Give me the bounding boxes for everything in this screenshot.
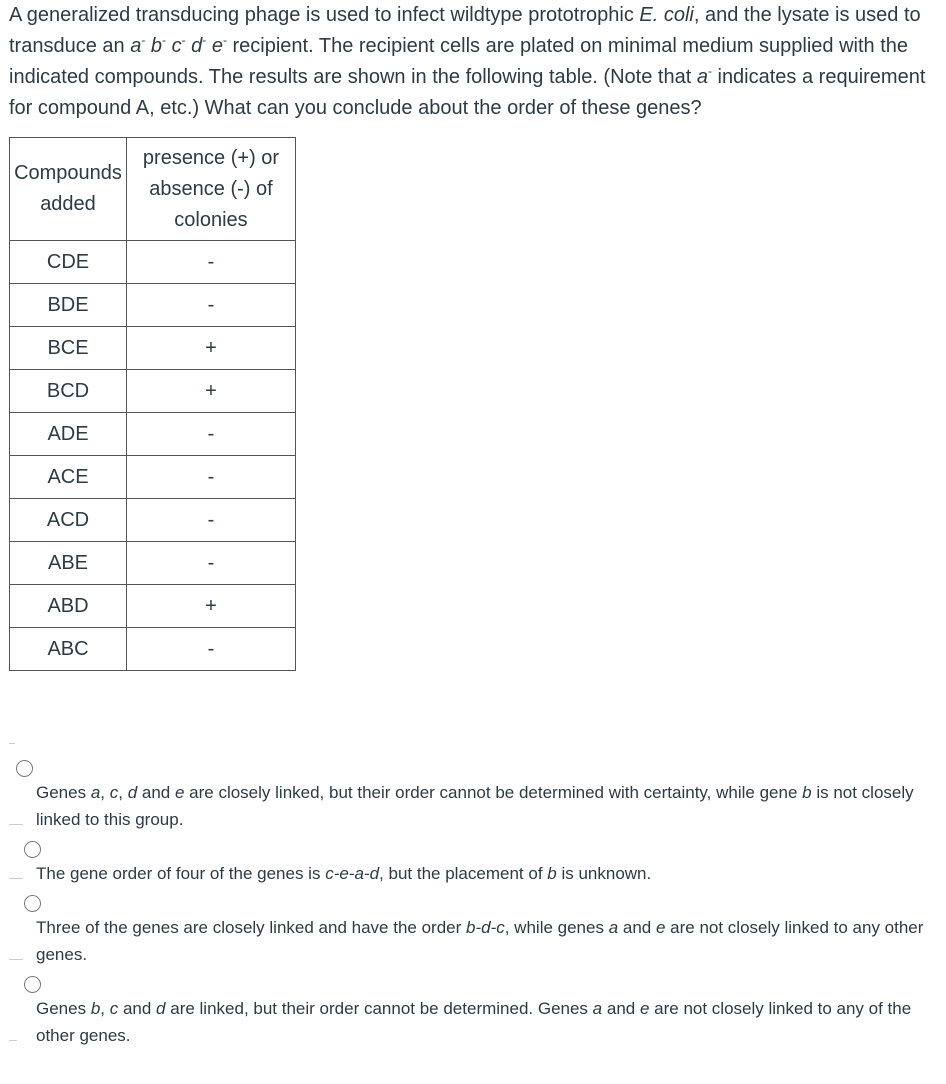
result-cell: - — [127, 413, 296, 456]
result-cell: - — [127, 241, 296, 284]
header-colonies: presence (+) or absence (-) of colonies — [127, 138, 296, 241]
question-part-1: A generalized transducing phage is used to infect wildtype prototrophic — [9, 4, 640, 26]
option-text-segment: , — [118, 783, 128, 802]
result-cell: - — [127, 456, 296, 499]
gene-symbol: c-e-a-d — [325, 864, 380, 883]
answer-option-text — [36, 860, 935, 887]
option-text-segment: and — [618, 918, 656, 937]
question-part-2: , and the lysate is used to transduce an — [9, 4, 921, 57]
compounds-cell: ABE — [10, 542, 127, 585]
gene-symbol: e — [639, 999, 650, 1018]
answer-option-3[interactable] — [9, 878, 935, 1003]
compounds-cell: BDE — [10, 284, 127, 327]
option-text-segment: Genes — [36, 783, 91, 802]
organism-name: E. coli — [639, 4, 694, 26]
gene-symbol: d — [156, 999, 166, 1018]
radio-button[interactable] — [24, 895, 41, 912]
gene-symbol: b — [90, 999, 101, 1018]
option-text-segment: The gene order of four of the genes is — [36, 864, 326, 883]
note-gene: a — [696, 66, 708, 88]
table-row — [10, 542, 296, 585]
answer-option-text — [36, 995, 935, 1049]
results-table — [9, 137, 296, 671]
table-row — [10, 370, 296, 413]
option-text-segment: , but the placement of — [379, 864, 548, 883]
option-text-segment: , — [100, 783, 110, 802]
result-cell: + — [127, 370, 296, 413]
compounds-cell: BCD — [10, 370, 127, 413]
header-compounds: Compounds added — [10, 138, 127, 241]
option-text-segment: and — [118, 999, 157, 1018]
radio-button[interactable] — [24, 976, 41, 993]
answer-options — [9, 752, 935, 1076]
gene-symbol: b — [802, 783, 812, 802]
note-mark: - — [707, 64, 712, 78]
option-text-segment: and — [602, 999, 640, 1018]
table-row — [10, 413, 296, 456]
gene-symbol: e — [655, 918, 666, 937]
result-cell: + — [127, 585, 296, 628]
table-row — [10, 585, 296, 628]
option-text-segment: Three of the genes are closely linked and have the order — [36, 918, 466, 937]
table-row — [10, 241, 296, 284]
gene-symbol: a — [592, 999, 603, 1018]
compounds-cell: ADE — [10, 413, 127, 456]
gene-symbol: e — [174, 783, 185, 802]
option-text-segment: is unknown. — [556, 864, 652, 883]
gene-symbol: a — [90, 783, 101, 802]
table-row — [10, 327, 296, 370]
answer-option-4[interactable] — [9, 959, 935, 1084]
compounds-cell: ACE — [10, 456, 127, 499]
answer-option-text — [36, 914, 935, 968]
radio-button[interactable] — [16, 760, 33, 777]
radio-button[interactable] — [24, 841, 41, 858]
option-text-segment: are not closely linked to any of the other genes. — [36, 999, 912, 1045]
answer-option-1[interactable] — [9, 743, 935, 868]
option-text-segment: are not closely linked to any other genes. — [36, 918, 924, 964]
answer-option-2[interactable] — [9, 824, 935, 922]
gene-symbol: b-d-c — [466, 918, 505, 937]
result-cell: - — [127, 499, 296, 542]
gene-symbol: b — [547, 864, 557, 883]
table-row — [10, 456, 296, 499]
result-cell: - — [127, 628, 296, 671]
compounds-cell: BCE — [10, 327, 127, 370]
gene-symbol: d — [127, 783, 138, 802]
gene-symbol: c — [109, 783, 119, 802]
compounds-cell: ABD — [10, 585, 127, 628]
compounds-cell: CDE — [10, 241, 127, 284]
result-cell: + — [127, 327, 296, 370]
question-part-4: indicates a requirement for compound A, etc.) What can you conclude about the order of these genes? — [9, 66, 926, 119]
option-text-segment: , — [100, 999, 110, 1018]
question-text — [9, 0, 939, 124]
gene-symbol: c — [109, 999, 119, 1018]
result-cell: - — [127, 284, 296, 327]
result-cell: - — [127, 542, 296, 585]
table-row — [10, 284, 296, 327]
answer-option-text — [36, 779, 935, 833]
gene-symbol: a — [608, 918, 619, 937]
compounds-cell: ABC — [10, 628, 127, 671]
recipient-genotype: a- b- c- d- e- — [130, 33, 227, 57]
option-text-segment: are linked, but their order cannot be determined. Genes — [165, 999, 593, 1018]
option-text-segment: Genes — [36, 999, 91, 1018]
compounds-cell: ACD — [10, 499, 127, 542]
option-text-segment: are closely linked, but their order cannot be determined with certainty, while gene — [184, 783, 803, 802]
option-text-segment: is not closely linked to this group. — [36, 783, 914, 829]
question-part-3: recipient. The recipient cells are plated on minimal medium supplied with the indicated compounds. The results are shown in the following table. (Note that — [9, 35, 909, 88]
option-text-segment: and — [137, 783, 175, 802]
table-header-row — [10, 138, 296, 241]
option-text-segment: , while genes — [504, 918, 609, 937]
table-row — [10, 499, 296, 542]
table-row — [10, 628, 296, 671]
